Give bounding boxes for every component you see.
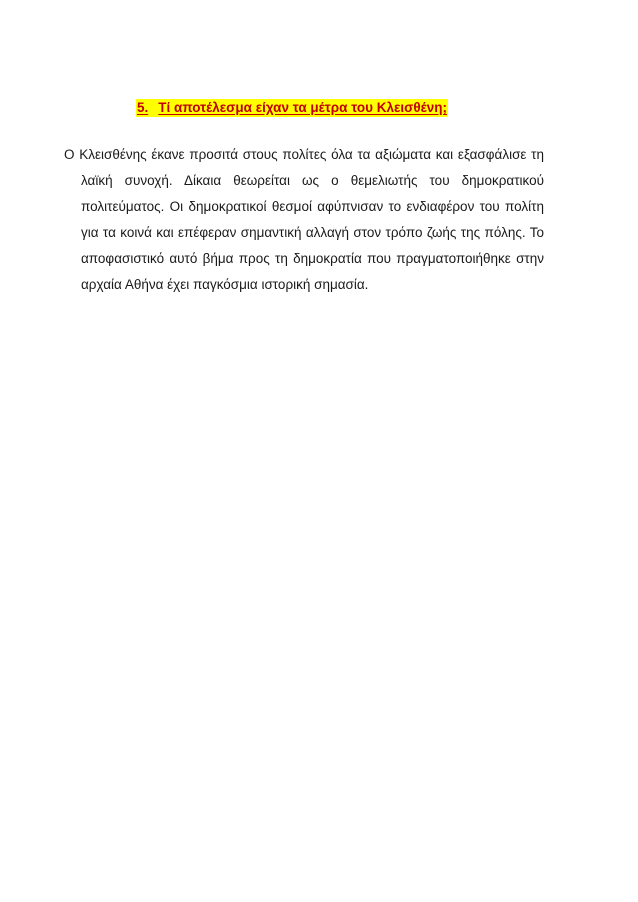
heading-number: 5. bbox=[137, 100, 149, 115]
heading-text: Τί αποτέλεσμα είχαν τα μέτρα του Κλεισθένη; bbox=[158, 100, 447, 115]
paragraph-line: πολιτεύματος. Οι δημοκρατικοί θεσμοί αφύπνισαν το ενδιαφέρον του πολίτη bbox=[81, 199, 544, 214]
paragraph-line: Ο Κλεισθένης έκανε προσιτά στους πολίτες όλα τα αξιώματα και εξασφάλισε τη bbox=[64, 147, 544, 162]
paragraph-line: αρχαία Αθήνα έχει παγκόσμια ιστορική σημασία. bbox=[81, 277, 369, 292]
paragraph-line: αποφασιστικό αυτό βήμα προς τη δημοκρατία που πραγματοποιήθηκε στην bbox=[81, 251, 544, 266]
answer-paragraph bbox=[64, 142, 544, 298]
paragraph-line: για τα κοινά και επέφεραν σημαντική αλλαγή στον τρόπο ζωής της πόλης. Το bbox=[81, 225, 544, 240]
paragraph-line: λαϊκή συνοχή. Δίκαια θεωρείται ως ο θεμελιωτής του δημοκρατικού bbox=[81, 173, 544, 188]
question-heading bbox=[136, 98, 448, 118]
highlighted-heading bbox=[136, 99, 448, 117]
